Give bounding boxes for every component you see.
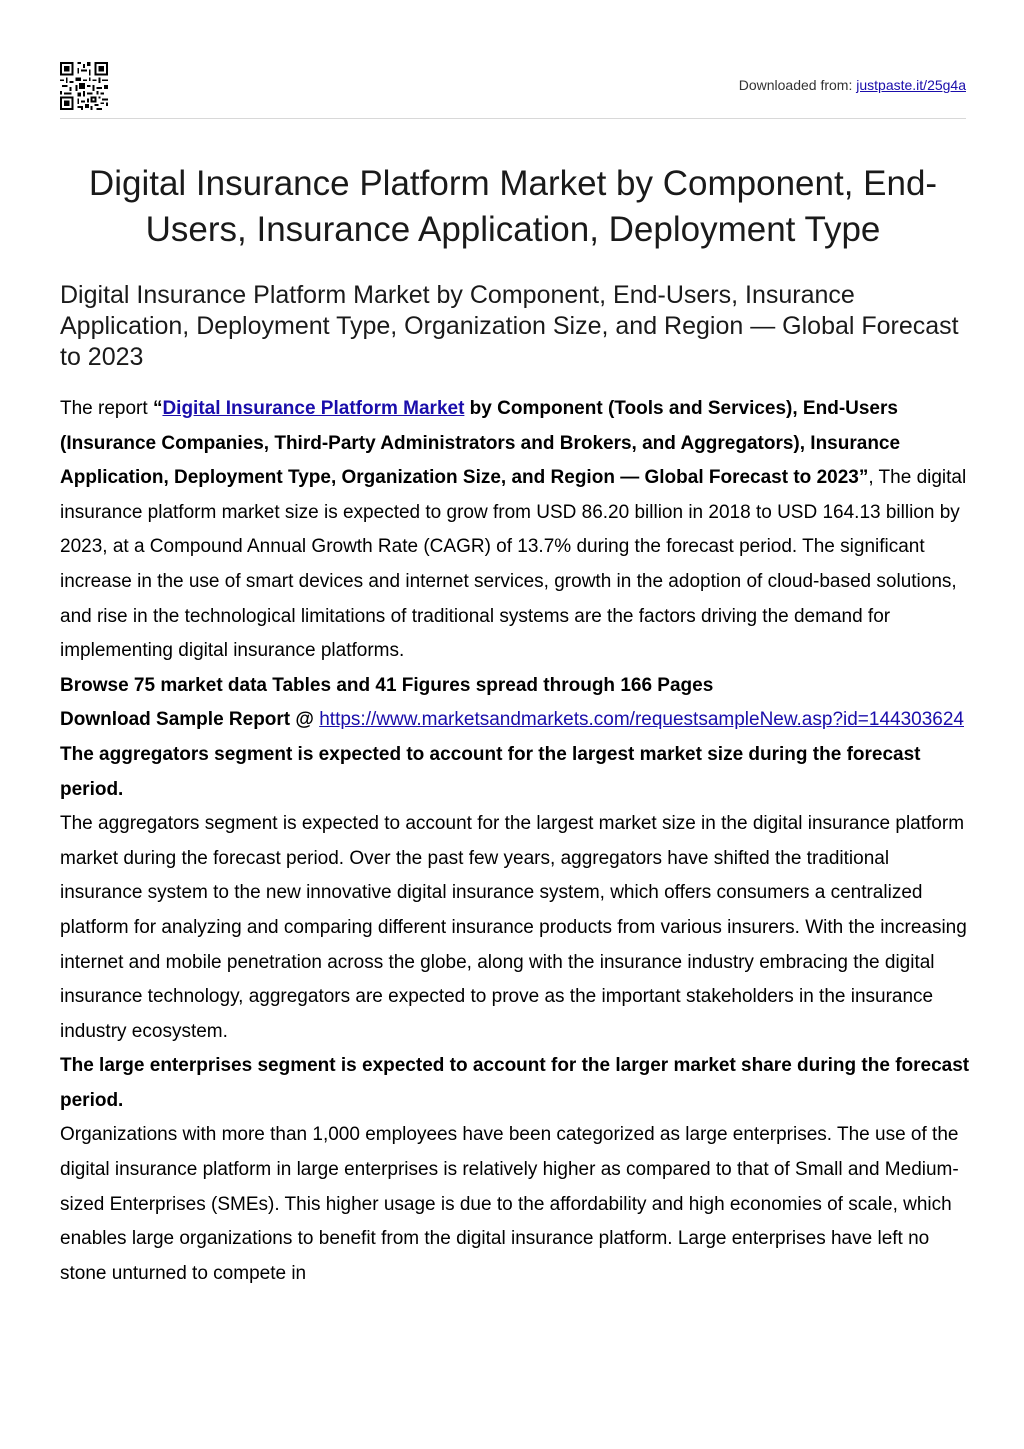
intro-open-quote: “ [152, 398, 163, 419]
intro-body: , The digital insurance platform market size is expected to grow from USD 86.20 billion in 2018 to USD 164.13 billion by 2023, at a Compound Annual Growth Rate (CAGR) of 13.7% during the forecast period. The significant increase in the use of smart devices and internet services, growth in the adoption of cloud-based solutions, and rise in the technological limitations of traditional systems are the factors driving the demand for implementing digital insurance platforms. [60, 467, 967, 662]
section-aggregators-heading: The aggregators segment is expected to account for the largest market size during the forecast period. [60, 743, 921, 800]
download-label: Download Sample Report @ [60, 709, 314, 731]
intro-report-name: by Component (Tools and Services), End-Users (Insurance Companies, Third-Party Administrators and Brokers, and Aggregators), Insurance Application, Deployment Type, Organization Size, and Region — Global Forecast to 2023” [60, 398, 901, 489]
section-aggregators-body: The aggregators segment is expected to account for the largest market size in the digital insurance platform market during the forecast period. Over the past few years, aggregators have shifted the traditional insurance system to the new innovative digital insurance system, which offers consumers a centralized platform for analyzing and comparing different insurance products from various insurers. With the increasing internet and mobile penetration across the globe, along with the insurance industry embracing the digital insurance technology, aggregators are expected to prove as the important stakeholders in the insurance industry ecosystem. [60, 813, 967, 1042]
download-line [60, 703, 970, 738]
page-title: Digital Insurance Platform Market by Component, End-Users, Insurance Application, Deployment Type [88, 164, 938, 249]
source-link[interactable]: justpaste.it/25g4a [856, 77, 966, 93]
intro-paragraph [60, 392, 970, 669]
page-header [60, 60, 966, 119]
intro-prefix: The report [60, 398, 153, 419]
qr-code-icon [60, 62, 108, 110]
article-body [60, 392, 970, 1291]
source-label: Downloaded from: [738, 77, 853, 93]
market-report-link[interactable]: Digital Insurance Platform Market [162, 398, 465, 419]
page-subtitle: Digital Insurance Platform Market by Component, End-Users, Insurance Application, Deployment Type, Organization Size, and Region — Global Forecast to 2023 [60, 281, 959, 371]
sample-report-link[interactable]: https://www.marketsandmarkets.com/requestsampleNew.asp?id=144303624 [319, 709, 964, 731]
source-line [739, 77, 966, 93]
section-enterprises-body: Organizations with more than 1,000 employees have been categorized as large enterprises. The use of the digital insurance platform in large enterprises is relatively higher as compared to that of Small and Medium-sized Enterprises (SMEs). This higher usage is due to the affordability and high economies of scale, which enables large organizations to benefit from the digital insurance platform. Large enterprises have left no stone unturned to compete in [60, 1124, 959, 1284]
browse-line: Browse 75 market data Tables and 41 Figures spread through 166 Pages [60, 674, 714, 696]
section-enterprises-heading: The large enterprises segment is expected to account for the larger market share during the forecast period. [60, 1055, 970, 1111]
